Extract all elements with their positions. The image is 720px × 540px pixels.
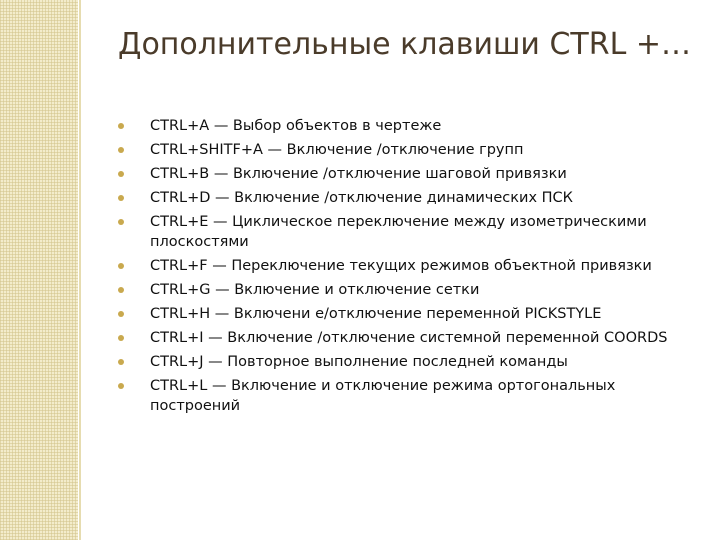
list-item [118,164,688,184]
bullet-icon [118,147,124,153]
list-item-text: CTRL+E — Циклическое переключение между изометрическими плоскостями [150,214,647,250]
list-item-text: CTRL+A — Выбор объектов в чертеже [150,118,442,134]
list-item-text: CTRL+D — Включение /отключение динамических ПСК [150,190,573,206]
list-item [118,140,688,160]
list-item [118,352,688,372]
list-item-text: CTRL+H — Включени е/отключение переменной PICKSTYLE [150,306,602,322]
list-item-text: CTRL+G — Включение и отключение сетки [150,282,480,298]
list-item [118,280,688,300]
list-item [118,376,688,416]
bullet-icon [118,123,124,129]
list-item-text: CTRL+L — Включение и отключение режима ортогональных построений [150,378,616,414]
list-item-text: CTRL+B — Включение /отключение шаговой привязки [150,166,567,182]
bullet-icon [118,311,124,317]
bullet-icon [118,263,124,269]
list-item-text: CTRL+SHITF+A — Включение /отключение групп [150,142,524,158]
bullet-icon [118,335,124,341]
list-item [118,328,688,348]
bullet-icon [118,287,124,293]
bullet-icon [118,219,124,225]
bullet-icon [118,383,124,389]
slide-title: Дополнительные клавиши CTRL +… [118,27,691,62]
bullet-icon [118,171,124,177]
side-band-divider [79,0,81,540]
list-item [118,304,688,324]
list-item-text: CTRL+I — Включение /отключение системной переменной COORDS [150,330,668,346]
list-item [118,256,688,276]
list-item-text: CTRL+J — Повторное выполнение последней команды [150,354,568,370]
bullet-icon [118,195,124,201]
list-item [118,212,688,252]
decorative-side-band [0,0,78,540]
list-item-text: CTRL+F — Переключение текущих режимов объектной привязки [150,258,652,274]
shortcut-list [118,116,688,420]
list-item [118,188,688,208]
list-item [118,116,688,136]
bullet-icon [118,359,124,365]
